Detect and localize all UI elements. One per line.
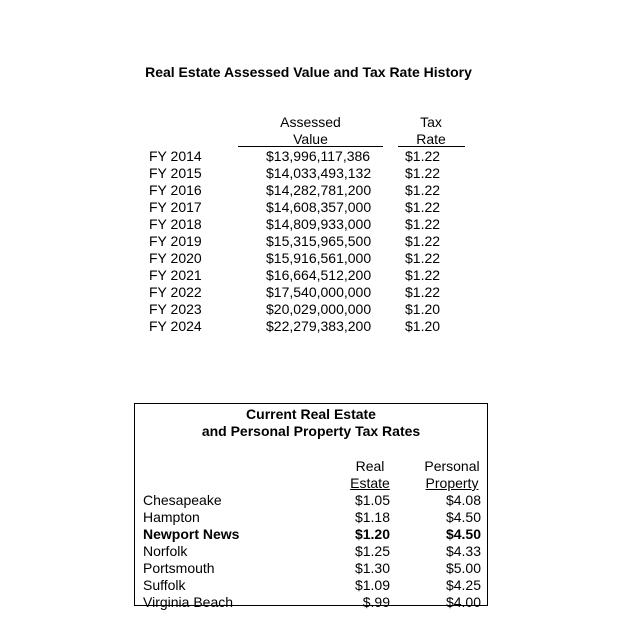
personal-property-rate: $4.33	[445, 543, 481, 559]
fiscal-year: FY 2022	[149, 284, 202, 300]
current-rates-title-line1: Current Real Estate	[246, 406, 376, 422]
tax-rate: $1.20	[405, 318, 441, 334]
personal-property-header	[421, 458, 483, 492]
assessed-value-header-line1: Assessed	[280, 114, 341, 130]
current-rates-rows	[135, 492, 487, 611]
table-row	[0, 216, 617, 233]
table-row	[135, 543, 487, 560]
assessed-value: $16,664,512,200	[266, 267, 372, 283]
assessed-value: $15,916,561,000	[266, 250, 372, 266]
real-estate-header	[345, 458, 395, 492]
assessed-value: $14,033,493,132	[266, 165, 372, 181]
tax-rate: $1.22	[405, 233, 441, 249]
city-name: Virginia Beach	[143, 594, 234, 610]
assessed-value: $17,540,000,000	[266, 284, 372, 300]
table-row	[0, 233, 617, 250]
real-estate-rate: $1.09	[354, 577, 390, 593]
city-name: Norfolk	[143, 543, 188, 559]
fiscal-year: FY 2017	[149, 199, 202, 215]
real-estate-rate: $.99	[362, 594, 390, 610]
tax-rate: $1.22	[405, 267, 441, 283]
fiscal-year: FY 2019	[149, 233, 202, 249]
table-row	[135, 509, 487, 526]
personal-property-rate: $4.00	[445, 594, 481, 610]
tax-rate: $1.22	[405, 148, 441, 164]
tax-rate-header-line1: Tax	[420, 114, 442, 130]
fiscal-year: FY 2018	[149, 216, 202, 232]
history-rows	[0, 148, 617, 335]
fiscal-year: FY 2016	[149, 182, 202, 198]
tax-rate: $1.20	[405, 301, 441, 317]
real-estate-rate: $1.20	[354, 526, 390, 542]
personal-property-header-line1: Personal	[424, 458, 480, 474]
table-row	[0, 182, 617, 199]
assessed-value-header-rule	[238, 146, 383, 147]
fiscal-year: FY 2024	[149, 318, 202, 334]
assessed-value: $15,315,965,500	[266, 233, 372, 249]
personal-property-rate: $4.50	[445, 526, 481, 542]
assessed-value: $14,608,357,000	[266, 199, 372, 215]
table-row	[135, 594, 487, 611]
current-tax-rates-box	[134, 403, 488, 610]
tax-rate: $1.22	[405, 216, 441, 232]
tax-rate: $1.22	[405, 182, 441, 198]
fiscal-year: FY 2014	[149, 148, 202, 164]
assessed-value: $14,282,781,200	[266, 182, 372, 198]
personal-property-rate: $4.08	[445, 492, 481, 508]
table-row	[0, 165, 617, 182]
city-name: Hampton	[143, 509, 200, 525]
table-row	[0, 318, 617, 335]
personal-property-rate: $4.25	[445, 577, 481, 593]
fiscal-year: FY 2020	[149, 250, 202, 266]
table-row-highlighted	[135, 526, 487, 543]
fiscal-year: FY 2015	[149, 165, 202, 181]
tax-rate-header-rule	[398, 146, 465, 147]
personal-property-rate: $5.00	[445, 560, 481, 576]
table-row	[0, 284, 617, 301]
assessed-value-header	[238, 114, 383, 148]
assessed-value: $20,029,000,000	[266, 301, 372, 317]
tax-rate: $1.22	[405, 250, 441, 266]
real-estate-rate: $1.25	[354, 543, 390, 559]
assessed-value: $22,279,383,200	[266, 318, 372, 334]
city-name: Portsmouth	[143, 560, 215, 576]
assessed-value-header-line2: Value	[293, 131, 328, 147]
table-row	[0, 301, 617, 318]
tax-rate: $1.22	[405, 165, 441, 181]
tax-rate-header	[398, 114, 464, 148]
table-row	[135, 577, 487, 594]
real-estate-rate: $1.18	[354, 509, 390, 525]
table-row	[0, 148, 617, 165]
real-estate-header-line2: Estate	[350, 475, 390, 491]
tax-rate: $1.22	[405, 199, 441, 215]
table-row	[0, 267, 617, 284]
real-estate-rate: $1.05	[354, 492, 390, 508]
assessed-value: $13,996,117,386	[266, 148, 371, 164]
city-name: Chesapeake	[143, 492, 222, 508]
fiscal-year: FY 2021	[149, 267, 202, 283]
assessed-value: $14,809,933,000	[266, 216, 372, 232]
real-estate-rate: $1.30	[354, 560, 390, 576]
page-title: Real Estate Assessed Value and Tax Rate History	[145, 64, 472, 80]
table-row	[0, 199, 617, 216]
tax-rate: $1.22	[405, 284, 441, 300]
city-name: Suffolk	[143, 577, 186, 593]
personal-property-rate: $4.50	[445, 509, 481, 525]
table-row	[0, 250, 617, 267]
table-row	[135, 560, 487, 577]
tax-rate-header-line2: Rate	[416, 131, 446, 147]
fiscal-year: FY 2023	[149, 301, 202, 317]
table-row	[135, 492, 487, 509]
city-name: Newport News	[143, 526, 240, 542]
personal-property-header-line2: Property	[425, 475, 479, 491]
real-estate-header-line1: Real	[355, 458, 385, 474]
current-rates-title-line2: and Personal Property Tax Rates	[201, 423, 421, 439]
